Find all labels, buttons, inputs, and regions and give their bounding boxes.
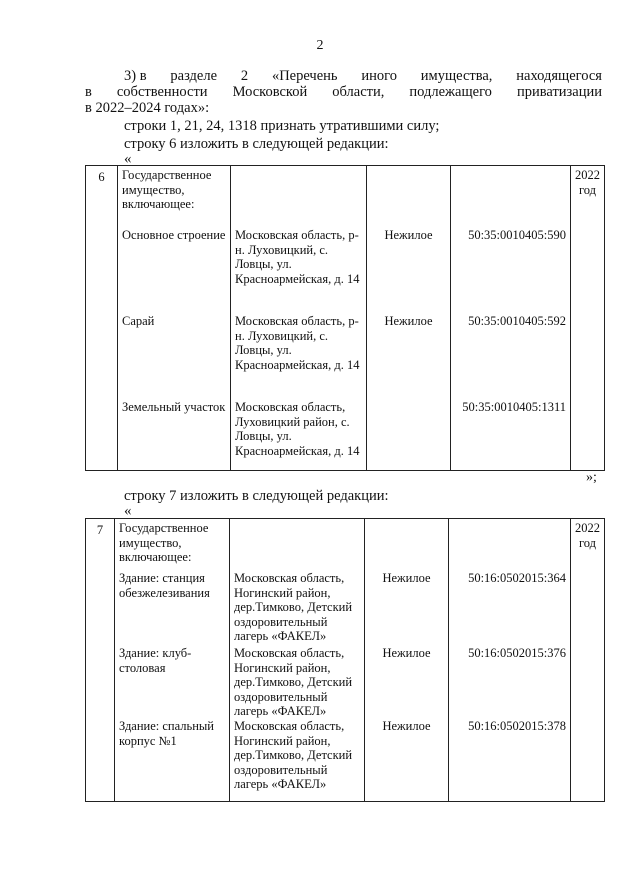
- intro-word: 3) в: [124, 68, 147, 84]
- cadastral-number: 50:16:0502015:378: [468, 719, 566, 733]
- property-name: Здание: станция обезжелезивания: [119, 571, 210, 600]
- row-number: 7: [86, 519, 115, 802]
- property-address: Московская область, р-н. Луховицкий, с. Ловцы, ул. Красноармейская, д. 14: [235, 228, 360, 286]
- property-type: Нежилое: [382, 646, 431, 660]
- property-name: Сарай: [122, 314, 155, 328]
- property-address: Московская область, р-н. Луховицкий, с. Ловцы, ул. Красноармейская, д. 14: [235, 314, 360, 372]
- property-address: Московская область, Ногинский район, дер.Тимково, Детский оздоровительный лагерь «ФАКЕЛ»: [234, 646, 353, 718]
- closing-quote: »;: [586, 470, 597, 485]
- property-name: Здание: спальный корпус №1: [119, 719, 214, 748]
- intro-line-4: строки 1, 21, 24, 1318 признать утратившими силу;: [124, 118, 440, 134]
- property-type: Нежилое: [384, 228, 433, 242]
- property-table-row-7: [85, 518, 605, 802]
- intro-line-5: строку 6 изложить в следующей редакции:: [124, 136, 389, 152]
- intro-word: имущества,: [420, 68, 493, 84]
- row-number: 6: [86, 166, 118, 471]
- cadastral-number: 50:35:0010405:592: [468, 314, 566, 328]
- intro-word: иного: [361, 68, 397, 84]
- opening-quote: «: [124, 503, 132, 519]
- cadastral-number: 50:35:0010405:590: [468, 228, 566, 242]
- intro-word: находящегося: [516, 68, 602, 84]
- intro-word: области,: [332, 84, 385, 100]
- privatization-year: 2022 год: [571, 519, 605, 802]
- property-address: Московская область, Ногинский район, дер.Тимково, Детский оздоровительный лагерь «ФАКЕЛ»: [234, 571, 353, 643]
- row-7-heading: строку 7 изложить в следующей редакции:: [124, 488, 389, 504]
- intro-word: разделе: [170, 68, 218, 84]
- cadastral-number: 50:35:0010405:1311: [462, 400, 566, 414]
- property-name: Земельный участок: [122, 400, 226, 414]
- cadastral-number: 50:16:0502015:364: [468, 571, 566, 585]
- property-type: Нежилое: [382, 719, 431, 733]
- property-type: Нежилое: [384, 314, 433, 328]
- property-type: Нежилое: [382, 571, 431, 585]
- page-number: 2: [316, 38, 324, 53]
- property-type: [367, 400, 450, 470]
- intro-word: собственности: [116, 84, 208, 100]
- intro-word: Московской: [232, 84, 308, 100]
- intro-line-3: в 2022–2024 годах»:: [85, 100, 210, 116]
- intro-word: подлежащего: [409, 84, 492, 100]
- intro-word: «Перечень: [271, 68, 338, 84]
- group-name: Государственное имущество, включающее:: [122, 168, 212, 211]
- property-name: Основное строение: [122, 228, 226, 242]
- intro-word: в: [85, 84, 92, 100]
- intro-line-1: [124, 68, 602, 85]
- property-table-row-6: [85, 165, 605, 471]
- privatization-year: 2022 год: [571, 166, 605, 471]
- group-name: Государственное имущество, включающее:: [119, 521, 209, 564]
- intro-word: приватизации: [516, 84, 602, 100]
- intro-line-2: [85, 84, 602, 101]
- cadastral-number: 50:16:0502015:376: [468, 646, 566, 660]
- property-name: Здание: клуб-столовая: [119, 646, 192, 675]
- intro-word: 2: [240, 68, 249, 84]
- opening-quote: «: [124, 151, 132, 167]
- property-address: Московская область, Ногинский район, дер.Тимково, Детский оздоровительный лагерь «ФАКЕЛ»: [234, 719, 353, 791]
- property-address: Московская область, Луховицкий район, с. Ловцы, ул. Красноармейская, д. 14: [235, 400, 360, 458]
